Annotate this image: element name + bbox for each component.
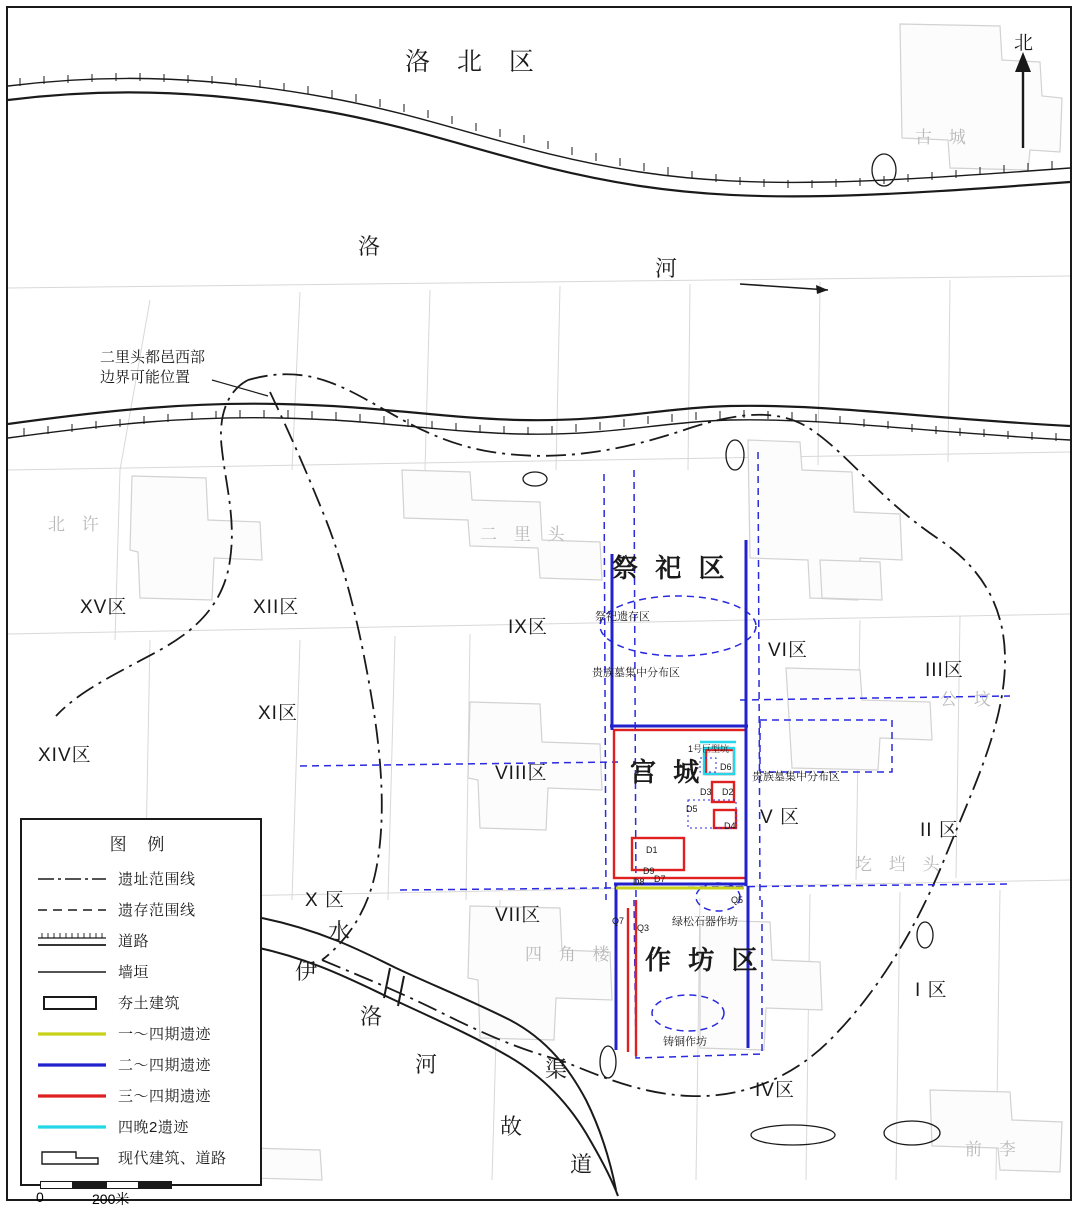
zone-label-xi: XI区 <box>258 703 298 724</box>
scale-bar-segments <box>40 1181 172 1189</box>
legend-item-phase1-4 <box>22 1018 260 1049</box>
annotation-q3: Q3 <box>637 923 650 933</box>
legend-symbol-dash-dot <box>36 870 108 888</box>
zone-label-xv: XV区 <box>80 597 128 618</box>
legend-item-site-boundary <box>22 863 260 894</box>
legend-symbol-phase2-4 <box>36 1056 108 1074</box>
legend-item-wall <box>22 956 260 987</box>
annotation-bronze-foundry: 铸铜作坊 <box>663 1036 707 1048</box>
annotation-d7: D7 <box>654 874 666 884</box>
legend-label-modern: 现代建筑、道路 <box>118 1150 227 1167</box>
village-label-sijiaolou: 四 角 楼 <box>525 945 616 964</box>
river-label-yi: 伊 <box>295 959 326 984</box>
zone-label-ix: IX区 <box>508 617 548 638</box>
legend-label-phase1-4: 一～四期遗迹 <box>118 1026 212 1043</box>
river-label-gu: 故 <box>500 1114 531 1139</box>
river-label-he-1: 河 <box>655 256 686 281</box>
legend-item-rammed-earth <box>22 987 260 1018</box>
annotation-q7: Q7 <box>612 916 625 926</box>
village-label-gongfen: 公 坟 <box>940 690 997 709</box>
annotation-d9: D9 <box>643 866 655 876</box>
zone-label-v: V 区 <box>760 807 800 828</box>
legend-panel <box>20 818 262 1207</box>
annotation-turquoise-workshop: 绿松石器作坊 <box>672 916 738 928</box>
region-label-luobei: 洛 北 区 <box>405 48 544 76</box>
legend-item-modern <box>22 1142 260 1173</box>
legend-symbol-rect-outline <box>36 994 108 1012</box>
annotation-sacrifice-remains: 祭祀遗存区 <box>595 611 650 623</box>
zone-label-x: X 区 <box>305 890 345 911</box>
legend-symbol-dashed <box>36 901 108 919</box>
village-label-erlitou: 二 里 头 <box>480 525 571 544</box>
annotation-d3: D3 <box>700 787 712 797</box>
zone-label-vi: VI区 <box>768 640 808 661</box>
river-label-he-2: 河 <box>415 1052 446 1077</box>
legend-label-remains-boundary: 遗存范围线 <box>118 902 196 919</box>
river-label-dao: 道 <box>570 1152 601 1177</box>
annotation-d4: D4 <box>724 821 736 831</box>
legend-symbol-phase4late2 <box>36 1118 108 1136</box>
zone-label-i: I 区 <box>915 980 948 1001</box>
annotation-noble-tombs-1: 贵族墓集中分布区 <box>592 667 680 679</box>
callout-line-2: 边界可能位置 <box>100 369 191 387</box>
legend-title: 图 例 <box>109 835 173 854</box>
village-label-qianli: 前 李 <box>965 1140 1022 1159</box>
legend-symbol-solid-wall <box>36 963 108 981</box>
region-label-workshop: 作 坊 区 <box>645 945 763 975</box>
annotation-q5: Q5 <box>731 895 744 905</box>
village-label-gucheng: 古 城 <box>915 128 972 147</box>
scale-bar <box>22 1181 260 1207</box>
legend-label-wall: 墙垣 <box>118 964 150 981</box>
legend-items <box>22 863 260 1173</box>
scale-bar-labels <box>36 1189 200 1207</box>
zone-label-viii: VIII区 <box>495 763 548 784</box>
village-label-beixu: 北 许 <box>48 515 105 534</box>
river-label-shui: 水 <box>328 919 359 944</box>
legend-label-road: 道路 <box>118 933 150 950</box>
zone-label-iv: IV区 <box>755 1080 795 1101</box>
annotation-d6: D6 <box>720 762 732 772</box>
legend-label-phase3-4: 三～四期遗迹 <box>118 1088 212 1105</box>
legend-item-road <box>22 925 260 956</box>
callout-west-boundary <box>100 348 205 389</box>
annotation-d1: D1 <box>646 845 658 855</box>
legend-item-remains-boundary <box>22 894 260 925</box>
river-label-luo-2: 洛 <box>360 1004 391 1029</box>
callout-line-1: 二里头都邑西部 <box>100 349 206 366</box>
zone-label-xiv: XIV区 <box>38 745 92 766</box>
annotation-noble-tombs-2: 贵族墓集中分布区 <box>752 771 840 783</box>
zone-label-iii: III区 <box>925 660 964 681</box>
zone-label-vii: VII区 <box>495 905 542 926</box>
legend-label-site-boundary: 遗址范围线 <box>118 871 196 888</box>
legend-symbol-phase1-4 <box>36 1025 108 1043</box>
annotation-d2: D2 <box>722 787 734 797</box>
scale-label-left: 0 <box>36 1189 44 1205</box>
zone-label-xii: XII区 <box>253 597 300 618</box>
zone-label-ii: II 区 <box>920 820 959 841</box>
scale-label-right: 200米 <box>92 1191 130 1207</box>
annotation-d8: D8 <box>633 877 645 887</box>
annotation-giant-pit-1: 1号巨型坑 <box>688 744 730 754</box>
legend-item-phase4late2 <box>22 1111 260 1142</box>
region-label-palace-city: 宫 城 <box>630 757 705 787</box>
river-label-luo-1: 洛 <box>358 234 389 259</box>
village-label-gedangtou: 圪 垱 头 <box>855 855 946 874</box>
legend-label-phase4late2: 四晚2遗迹 <box>118 1119 189 1136</box>
annotation-d5: D5 <box>686 804 698 814</box>
legend-symbol-phase3-4 <box>36 1087 108 1105</box>
north-arrow-label: 北 <box>1014 33 1034 54</box>
river-label-qu: 渠 <box>545 1057 576 1082</box>
region-label-sacrifice: 祭 祀 区 <box>612 553 730 583</box>
legend-label-phase2-4: 二～四期遗迹 <box>118 1057 212 1074</box>
legend-symbol-modern-building <box>36 1149 108 1167</box>
legend-label-rammed-earth: 夯土建筑 <box>118 995 181 1012</box>
legend-item-phase3-4 <box>22 1080 260 1111</box>
legend-item-phase2-4 <box>22 1049 260 1080</box>
legend-symbol-road <box>36 932 108 950</box>
